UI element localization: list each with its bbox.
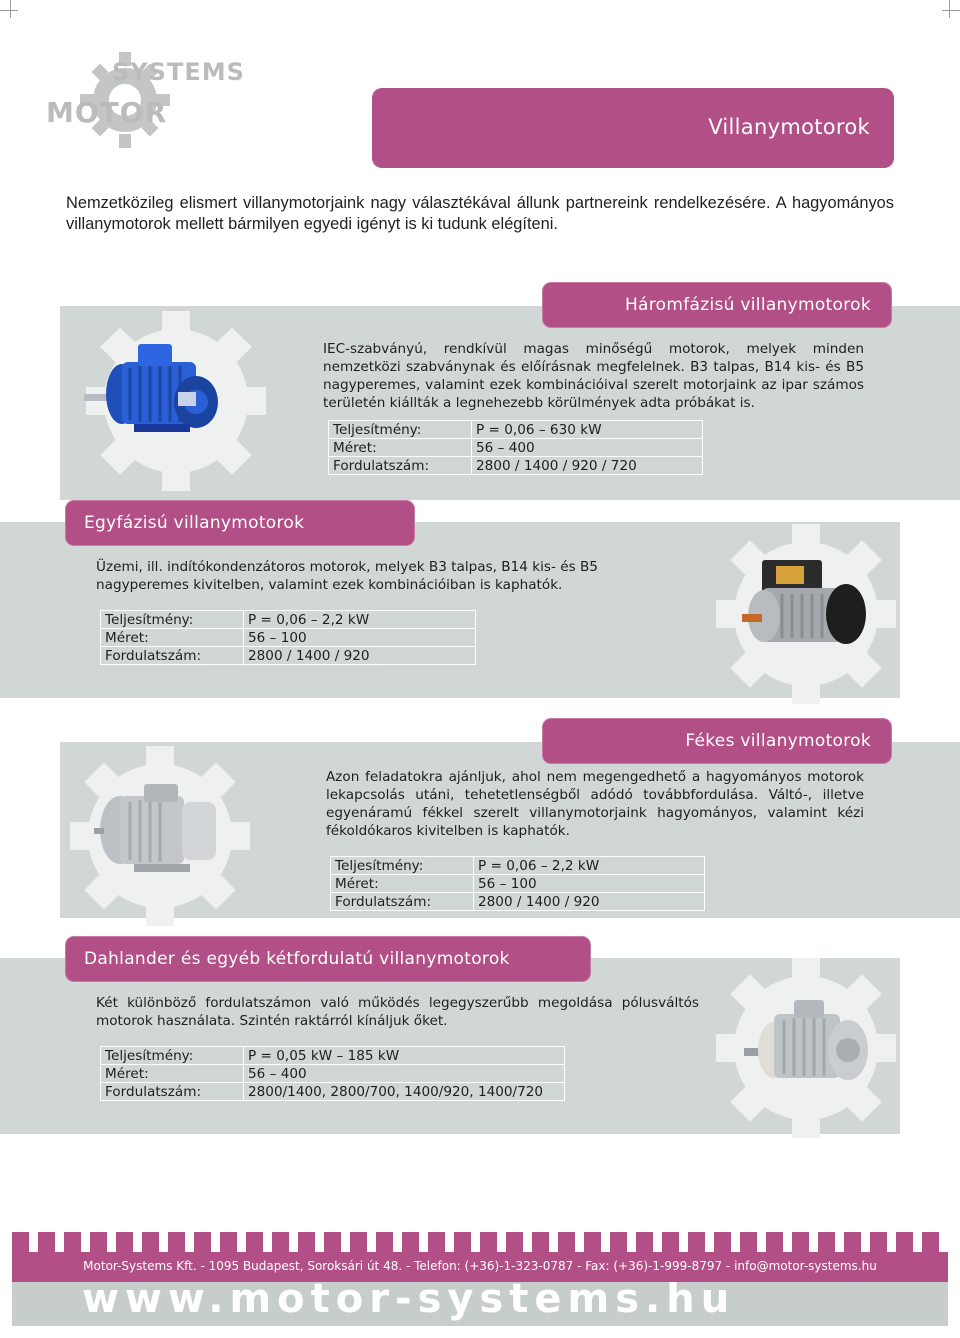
footer-contact: Motor-Systems Kft. - 1095 Budapest, Soroksári út 48. - Telefon: (+36)-1-323-0787 - Fax: (+36)-1-999-8797 - info@motor-systems.hu — [83, 1259, 877, 1273]
spec-label: Fordulatszám: — [101, 1083, 244, 1101]
heading-text: Egyfázisú villanymotorok — [84, 513, 305, 533]
spec-value: 56 – 100 — [244, 629, 476, 647]
spec-row — [331, 875, 705, 893]
section-dahlander-specs — [100, 1046, 565, 1101]
heading-text: Háromfázisú villanymotorok — [624, 295, 871, 315]
heading-text: Fékes villanymotorok — [685, 731, 871, 751]
crop-mark — [0, 10, 18, 11]
spec-value: 56 – 100 — [474, 875, 705, 893]
section-brake-specs — [330, 856, 705, 911]
spec-row — [329, 439, 703, 457]
spec-row — [331, 893, 705, 911]
spec-label: Teljesítmény: — [331, 857, 474, 875]
section-three-phase-description: IEC-szabványú, rendkívül magas minőségű motorok, melyek minden nemzetközi szabványnak és előírásnak megfelelnek. B3 talpas, B14 kis- és B5 nagyperemes, valamint ezek kombinációival szerelt motorjaink az ipar számos területén kiállták a legnehezebb körülmények adta próbákat is. — [323, 341, 864, 411]
spec-row — [101, 611, 476, 629]
spec-row — [101, 629, 476, 647]
section-brake-heading — [543, 719, 891, 763]
spec-value: P = 0,05 kW – 185 kW — [244, 1047, 565, 1065]
spec-label: Fordulatszám: — [101, 647, 244, 665]
footer-website[interactable]: www.motor-systems.hu — [82, 1282, 736, 1322]
crop-mark — [942, 10, 960, 11]
page-title-box — [372, 88, 894, 168]
page-title: Villanymotorok — [708, 115, 870, 139]
footer-website-band — [12, 1282, 948, 1326]
spec-row — [329, 421, 703, 439]
spec-row — [331, 857, 705, 875]
spec-value: P = 0,06 – 2,2 kW — [474, 857, 705, 875]
spec-label: Fordulatszám: — [331, 893, 474, 911]
section-three-phase-specs — [328, 420, 703, 475]
three-phase-motor-image — [84, 336, 224, 440]
spec-label: Méret: — [101, 1065, 244, 1083]
logo-systems-text: SYSTEMS — [112, 58, 245, 86]
spec-row — [101, 1083, 565, 1101]
spec-label: Teljesítmény: — [101, 1047, 244, 1065]
logo-gear-icon — [80, 40, 170, 150]
single-phase-motor-image — [742, 552, 868, 652]
spec-row — [329, 457, 703, 475]
section-single-phase-description: Üzemi, ill. indítókondenzátoros motorok, melyek B3 talpas, B14 kis- és B5 nagyperemes kivitelben, valamint ezek kombinációiban is kaphatók. — [96, 559, 598, 593]
section-single-phase-heading — [66, 501, 414, 545]
spec-row — [101, 647, 476, 665]
spec-label: Teljesítmény: — [101, 611, 244, 629]
dahlander-motor-image — [744, 990, 874, 1090]
spec-label: Méret: — [329, 439, 472, 457]
crop-mark — [10, 0, 11, 18]
section-brake-description: Azon feladatokra ajánljuk, ahol nem megengedhető a hagyományos motorok lekapcsolás utáni, tehetetlenségből adódó továbbfordulása. Váltó-, illetve egyenáramú fékkel szerelt villanymotorjaink hagyományos, valamint kézi fékoldókaros kivitelben is kaphatók. — [326, 769, 864, 839]
spec-label: Méret: — [101, 629, 244, 647]
spec-value: 2800 / 1400 / 920 — [474, 893, 705, 911]
spec-label: Teljesítmény: — [329, 421, 472, 439]
spec-value: P = 0,06 – 630 kW — [472, 421, 703, 439]
heading-text: Dahlander és egyéb kétfordulatú villanymotorok — [84, 949, 510, 969]
spec-value: 56 – 400 — [244, 1065, 565, 1083]
spec-row — [101, 1065, 565, 1083]
spec-value: 56 – 400 — [472, 439, 703, 457]
footer-pattern — [12, 1228, 948, 1252]
spec-value: 2800 / 1400 / 920 / 720 — [472, 457, 703, 475]
section-three-phase-heading — [543, 283, 891, 327]
crop-mark — [949, 0, 950, 18]
spec-row — [101, 1047, 565, 1065]
brake-motor-image — [94, 776, 224, 876]
spec-value: 2800 / 1400 / 920 — [244, 647, 476, 665]
spec-label: Fordulatszám: — [329, 457, 472, 475]
intro-text: Nemzetközileg elismert villanymotorjaink nagy választékával állunk partnereink rendelkezésére. A hagyományos villanymotorok mellett bármilyen egyedi igényt is ki tudunk elégíteni. — [66, 194, 894, 233]
section-dahlander-heading — [66, 937, 590, 981]
section-dahlander-description: Két különböző fordulatszámon való működés legegyszerűbb megoldása pólusváltós motorok használata. Szintén raktárról kínáljuk őket. — [96, 995, 699, 1029]
spec-value: 2800/1400, 2800/700, 1400/920, 1400/720 — [244, 1083, 565, 1101]
spec-value: P = 0,06 – 2,2 kW — [244, 611, 476, 629]
spec-label: Méret: — [331, 875, 474, 893]
logo-motor-text: MOTOR — [46, 96, 168, 129]
section-single-phase-specs — [100, 610, 476, 665]
